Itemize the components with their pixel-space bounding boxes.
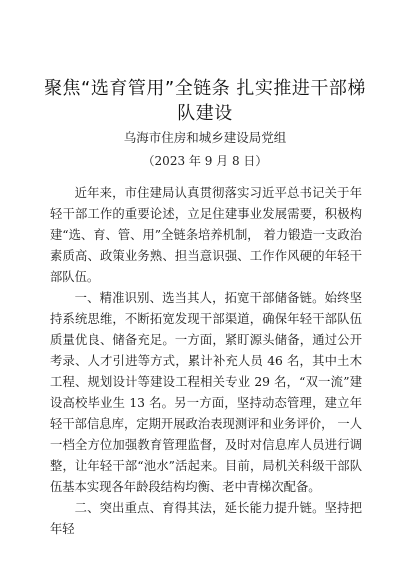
paragraph-section-1: 一、精准识别、选当其人，拓宽干部储备链。始终坚持系统思维，不断拓宽发现干部渠道，确保年轻干部队伍质量优良、储备充足。一方面，紧盯源头储备，通过公开考录、人才引进等方式，累计补充人员 46 名，其中土木工程、规划设计等建设工程相关专业 29 名，“双一流”建设高校毕业生 13 名。另一方面，坚持动态管理，建立年轻干部信息库，定期开展政治表现测评和业务评价， 一人一档全方位加强教育管理监督，及时对信息库人员进行调整，让年轻干部“池水”活起来。目前，局机关科级干部队伍基本实现各年龄段结构均衡、老中青梯次配备。 [50,291,362,494]
paragraph-intro: 近年来，市住建局认真贯彻落实习近平总书记关于年轻干部工作的重要论述，立足住建事业发展需要，积极构建“选、育、管、用”全链条培养机制， 着力锻造一支政治素质高、政策业务熟、担当意识强、工作作风硬的年轻干部队伍。 [50,186,362,284]
document-author: 乌海市住房和城乡建设局党组 [123,130,287,145]
document-title: 聚焦“选育管用”全链条 扎实推进干部梯队建设 [44,78,366,124]
document-body [50,183,362,540]
paragraph-section-2: 二、突出重点、育得其法，延长能力提升链。坚持把年轻 [50,501,362,536]
document-date: （2023 年 9 月 8 日） [142,154,268,168]
